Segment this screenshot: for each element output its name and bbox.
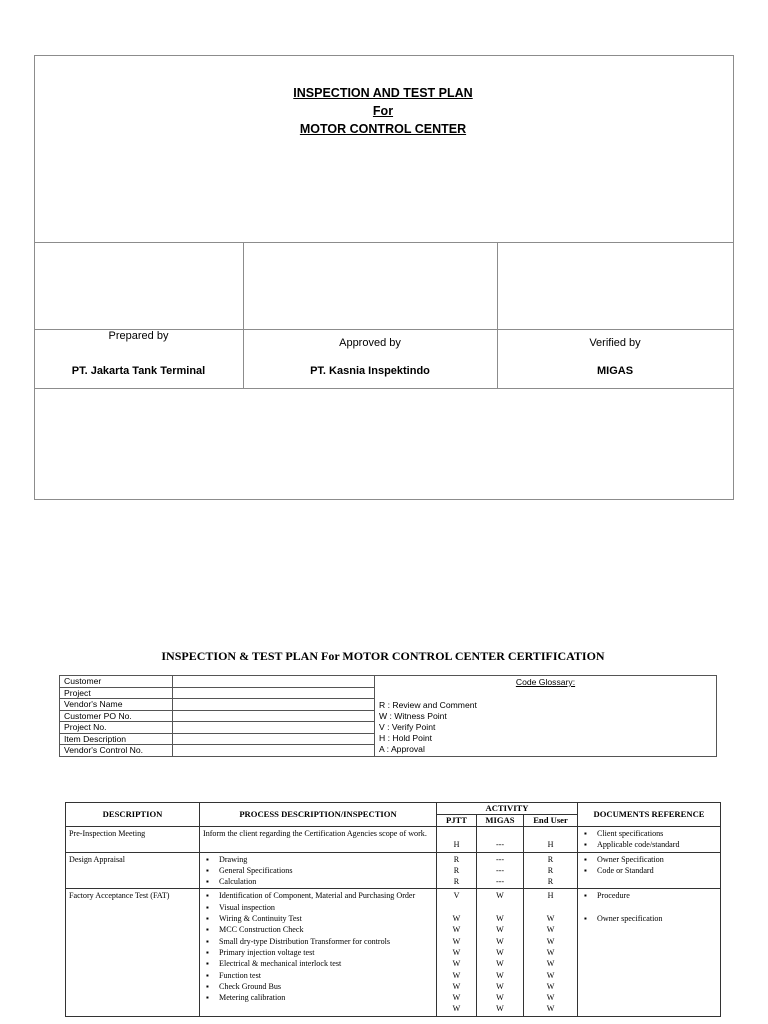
pjtt-code: W [452, 993, 461, 1003]
migas-code: --- [495, 840, 505, 850]
info-label: Project [60, 687, 173, 699]
pjtt-header: PJTT [437, 815, 477, 827]
process-header: PROCESS DESCRIPTION/INSPECTION [200, 803, 437, 827]
glossary-item: V : Verify Point [379, 722, 436, 732]
process-item: ▪ MCC Construction Check [203, 924, 433, 935]
doc-item: ▪ Code or Standard [581, 865, 717, 876]
info-value [173, 733, 375, 745]
info-label: Vendor's Control No. [60, 745, 173, 757]
migas-code: W [496, 1004, 504, 1014]
pjtt-cell [437, 852, 477, 889]
row-description: Pre-Inspection Meeting [66, 827, 200, 853]
process-item: ▪ Electrical & mechanical interlock test [203, 958, 433, 969]
end-user-code: W [546, 936, 555, 946]
prepared-by-org: PT. Jakarta Tank Terminal [71, 365, 206, 377]
migas-code: W [496, 947, 504, 957]
pjtt-code: W [452, 970, 461, 980]
pjtt-code: W [452, 914, 461, 924]
end-user-code: H [547, 891, 554, 901]
end-user-cell [524, 827, 578, 853]
info-label: Project No. [60, 722, 173, 734]
migas-header: MIGAS [477, 815, 524, 827]
pjtt-code: W [452, 947, 461, 957]
pjtt-code: H [453, 840, 460, 850]
prepared-by-label: Prepared by [108, 330, 169, 342]
end-user-code: W [546, 981, 555, 991]
row-description: Factory Acceptance Test (FAT) [66, 889, 200, 1016]
pjtt-code: W [452, 1004, 461, 1014]
verified-by-label: Verified by [589, 337, 641, 349]
doc-item: ▪ Owner specification [581, 913, 717, 924]
row-process [200, 852, 437, 889]
code-glossary [375, 676, 717, 757]
table-row [66, 889, 721, 1016]
migas-code: --- [495, 865, 505, 875]
info-value [173, 745, 375, 757]
header-row [66, 803, 721, 815]
doc-item: ▪ Owner Specification [581, 854, 717, 865]
end-user-code: W [546, 993, 555, 1003]
activity-header: ACTIVITY [437, 803, 578, 815]
process-item: ▪ Metering calibration [203, 992, 433, 1003]
process-item: ▪ Function test [203, 970, 433, 981]
pjtt-code: W [452, 936, 461, 946]
process-item: ▪ Identification of Component, Material and Purchasing Order [203, 890, 433, 901]
info-label: Vendor's Name [60, 699, 173, 711]
verified-by-org: MIGAS [596, 365, 634, 377]
pjtt-code: R [453, 865, 460, 875]
end-user-code: W [546, 914, 555, 924]
info-label: Customer [60, 676, 173, 688]
end-user-cell [524, 852, 578, 889]
migas-code: W [496, 914, 504, 924]
glossary-item: A : Approval [379, 744, 425, 754]
end-user-cell [524, 889, 578, 1016]
row-process [200, 889, 437, 1016]
migas-cell [477, 889, 524, 1016]
process-item: ▪ Small dry-type Distribution Transformer for controls [203, 936, 433, 947]
info-value [173, 722, 375, 734]
end-user-header: End User [524, 815, 578, 827]
cover-title-line1: INSPECTION AND TEST PLAN [293, 86, 473, 100]
row-docs [578, 889, 721, 1016]
table-row [66, 827, 721, 853]
pjtt-code: V [453, 891, 460, 901]
end-user-code: R [547, 865, 554, 875]
end-user-code: W [546, 947, 555, 957]
documents-header: DOCUMENTS REFERENCE [578, 803, 721, 827]
row-description: Design Appraisal [66, 852, 200, 889]
doc-item: ▪ Procedure [581, 890, 717, 901]
process-item: ▪ Drawing [203, 854, 433, 865]
cover-title-line2: For [372, 104, 394, 118]
glossary-item: R : Review and Comment [379, 700, 477, 710]
doc-item: ▪ Applicable code/standard [581, 839, 717, 850]
migas-code: --- [495, 854, 505, 864]
end-user-code: W [546, 1004, 555, 1014]
glossary-item: H : Hold Point [379, 733, 433, 743]
end-user-code: W [546, 959, 555, 969]
info-value [173, 699, 375, 711]
row-docs [578, 852, 721, 889]
migas-code: W [496, 981, 504, 991]
migas-code: W [496, 959, 504, 969]
row-process: Inform the client regarding the Certification Agencies scope of work. [200, 827, 437, 853]
migas-code: W [496, 993, 504, 1003]
end-user-code: W [546, 970, 555, 980]
end-user-code: W [546, 925, 555, 935]
pjtt-cell [437, 889, 477, 1016]
info-label: Item Description [60, 733, 173, 745]
description-header: DESCRIPTION [66, 803, 200, 827]
pjtt-code: R [453, 877, 460, 887]
migas-code: W [496, 891, 504, 901]
info-label: Customer PO No. [60, 710, 173, 722]
cover-title [34, 84, 732, 138]
pjtt-code: W [452, 981, 461, 991]
migas-code: W [496, 970, 504, 980]
end-user-code: R [547, 877, 554, 887]
migas-code: W [496, 936, 504, 946]
process-item: ▪ Check Ground Bus [203, 981, 433, 992]
migas-code: W [496, 925, 504, 935]
migas-cell [477, 852, 524, 889]
pjtt-code: R [453, 854, 460, 864]
row-docs [578, 827, 721, 853]
cover-title-line3: MOTOR CONTROL CENTER [299, 122, 467, 136]
process-item: ▪ Visual inspection [203, 902, 433, 913]
table-row [66, 852, 721, 889]
info-value [173, 687, 375, 699]
itp-table [65, 802, 721, 1017]
process-item: ▪ Calculation [203, 876, 433, 887]
end-user-code: H [547, 840, 554, 850]
migas-cell [477, 827, 524, 853]
code-glossary-title: Code Glossary: [515, 677, 576, 687]
project-info-table [59, 675, 717, 757]
pjtt-code: W [452, 959, 461, 969]
process-item: ▪ Wiring & Continuity Test [203, 913, 433, 924]
info-row [60, 676, 717, 688]
approved-by-label: Approved by [339, 337, 401, 349]
pjtt-cell [437, 827, 477, 853]
info-value [173, 676, 375, 688]
process-item: ▪ General Specifications [203, 865, 433, 876]
itp-title: INSPECTION & TEST PLAN For MOTOR CONTROL CENTER CERTIFICATION [161, 649, 605, 663]
process-item: ▪ Primary injection voltage test [203, 947, 433, 958]
end-user-code: R [547, 854, 554, 864]
approved-by-org: PT. Kasnia Inspektindo [310, 365, 430, 377]
glossary-item: W : Witness Point [379, 711, 447, 721]
pjtt-code: W [452, 925, 461, 935]
migas-code: --- [495, 877, 505, 887]
info-value [173, 710, 375, 722]
doc-item: ▪ Client specifications [581, 828, 717, 839]
